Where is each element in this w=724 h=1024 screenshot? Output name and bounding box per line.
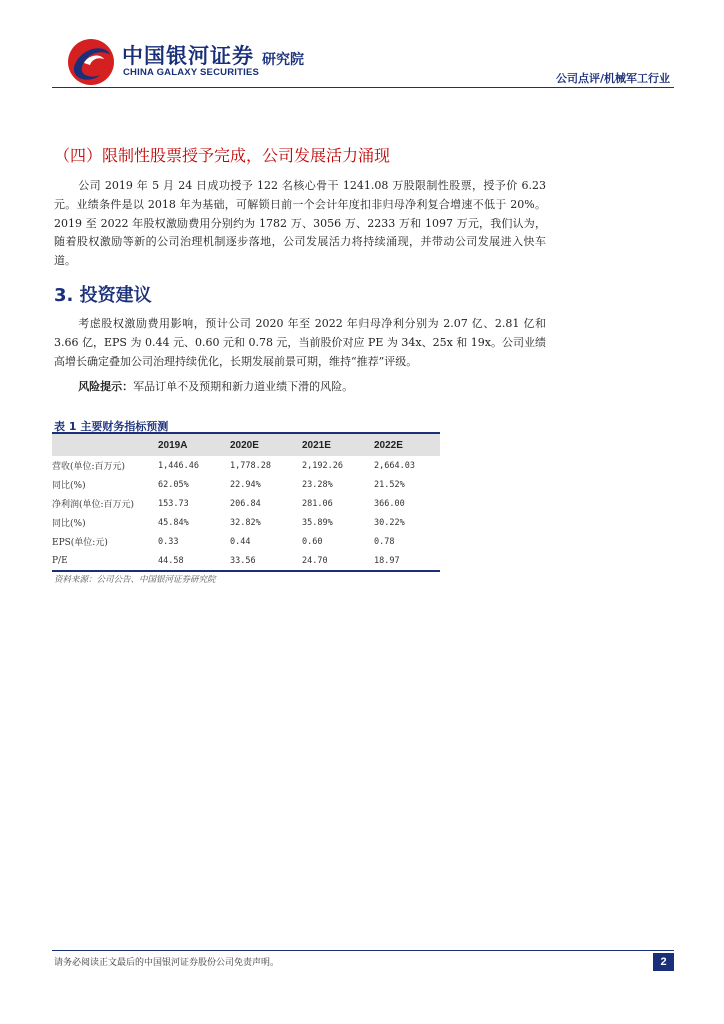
brand-name-en: CHINA GALAXY SECURITIES (123, 67, 260, 78)
table-cell: 24.70 (296, 551, 368, 571)
report-type: 公司点评/机械军工行业 (555, 72, 670, 85)
section-heading-investment-advice: 3. 投资建议 (54, 285, 152, 306)
table-row (52, 551, 440, 571)
table-cell: 0.33 (158, 536, 179, 547)
page-number: 2 (653, 953, 674, 971)
brand-name-cn: 中国银河证券 (122, 44, 254, 68)
footer-divider (52, 950, 674, 951)
table-cell: 281.06 (302, 498, 333, 509)
table-cell: 2,664.03 (374, 460, 415, 471)
table-row (52, 532, 440, 551)
row-label: P/E (52, 551, 152, 571)
table-cell: 153.73 (158, 498, 189, 509)
table-row (52, 513, 440, 532)
table-row (52, 494, 440, 513)
table-title: 表 1 主要财务指标预测 (54, 420, 169, 433)
table-cell: 2,192.26 (302, 460, 343, 471)
table-source: 资料来源：公司公告、中国银河证券研究院 (54, 575, 216, 585)
section-heading-restricted-stock: （四）限制性股票授予完成，公司发展活力涌现 (54, 146, 391, 165)
table-cell: 366.00 (374, 498, 405, 509)
table-cell: 62.05% (158, 479, 189, 490)
row-label: 营收(单位:百万元) (52, 462, 126, 472)
table-cell: 1,446.46 (158, 460, 199, 471)
table-cell: 1,778.28 (230, 460, 271, 471)
table-cell: 0.44 (230, 536, 251, 547)
table-row (52, 456, 440, 475)
table-header-row (52, 433, 440, 456)
brand-subtitle: 研究院 (262, 52, 304, 68)
table-cell: 33.56 (224, 551, 296, 571)
table-cell: 22.94% (230, 479, 261, 490)
table-cell: 35.89% (302, 517, 333, 528)
table-col-header: 2021E (296, 433, 368, 456)
restricted-stock-paragraph: 公司 2019 年 5 月 24 日成功授予 122 名核心骨干 1241.08 万股限制性股票，授予价 6.23 元。业绩条件是以 2018 年为基础，可解锁日前一个会计年度扣非归母净利复合增速不低于 20%。2019 至 2022 年股权激励费用分别约为 1782 万、3056 万、2233 万和 1097 万元，我们认为，随着股权激励等新的公司治理机制逐步落地，公司发展活力将持续涌现，并带动公司发展进入快车道。 (54, 179, 546, 268)
table-cell: 18.97 (368, 551, 440, 571)
galaxy-logo-icon (66, 37, 116, 87)
row-label: EPS(单位:元) (52, 538, 108, 548)
table-col-header: 2019A (152, 433, 224, 456)
row-label: 同比(%) (52, 519, 86, 529)
risk-text: 军品订单不及预期和新力道业绩下滑的风险。 (133, 380, 354, 393)
financial-forecast-table (52, 432, 440, 572)
investment-advice-paragraph: 考虑股权激励费用影响，预计公司 2020 年至 2022 年归母净利分别为 2.07 亿、2.81 亿和 3.66 亿，EPS 为 0.44 元、0.60 元和 0.78 元，当前股价对应 PE 为 34x、25x 和 19x。公司业绩高增长确定叠加公司治理持续优化，长期发展前景可期，维持“推荐”评级。 (54, 317, 546, 368)
table-cell: 45.84% (158, 517, 189, 528)
table-header-blank (52, 433, 152, 456)
row-label: 净利润(单位:百万元) (52, 500, 135, 510)
table-cell: 21.52% (374, 479, 405, 490)
page-header (0, 0, 724, 95)
risk-warning (54, 378, 546, 396)
table-cell: 30.22% (374, 517, 405, 528)
footer-disclaimer: 请务必阅读正文最后的中国银河证券股份公司免责声明。 (54, 958, 280, 968)
table-cell: 44.58 (152, 551, 224, 571)
table-col-header: 2022E (368, 433, 440, 456)
row-label: 同比(%) (52, 481, 86, 491)
table-col-header: 2020E (224, 433, 296, 456)
header-divider (52, 87, 674, 88)
table-row (52, 475, 440, 494)
risk-label: 风险提示： (78, 380, 134, 393)
table-cell: 23.28% (302, 479, 333, 490)
table-cell: 32.82% (230, 517, 261, 528)
table-cell: 206.84 (230, 498, 261, 509)
table-cell: 0.78 (374, 536, 395, 547)
table-cell: 0.60 (302, 536, 323, 547)
